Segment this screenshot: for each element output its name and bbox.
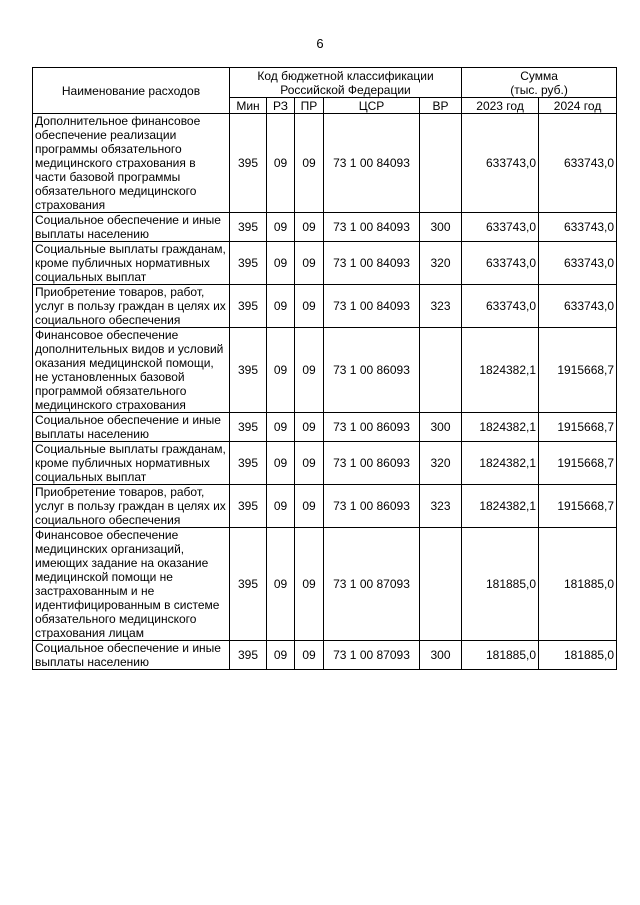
table-row [33, 242, 617, 285]
row-vr: 300 [420, 413, 462, 442]
row-csr: 73 1 00 86093 [324, 442, 420, 485]
row-vr: 320 [420, 442, 462, 485]
row-2024: 1915668,7 [539, 442, 617, 485]
row-vr: 320 [420, 242, 462, 285]
row-rz: 09 [267, 485, 295, 528]
row-name: Социальные выплаты гражданам, кроме публичных нормативных социальных выплат [33, 242, 230, 285]
row-min: 395 [230, 641, 267, 670]
row-2023: 633743,0 [462, 285, 539, 328]
header-min: Мин [230, 98, 267, 114]
row-csr: 73 1 00 84093 [324, 114, 420, 213]
row-pr: 09 [295, 528, 324, 641]
row-2024: 633743,0 [539, 242, 617, 285]
row-2023: 1824382,1 [462, 328, 539, 413]
table-row [33, 285, 617, 328]
header-2023: 2023 год [462, 98, 539, 114]
row-name: Финансовое обеспечение медицинских организаций, имеющих задание на оказание медицинской помощи не застрахованным и не идентифицированным в системе обязательного медицинского страхования лицам [33, 528, 230, 641]
table-row [33, 528, 617, 641]
table-row [33, 442, 617, 485]
header-csr: ЦСР [324, 98, 420, 114]
header-pr: ПР [295, 98, 324, 114]
row-min: 395 [230, 328, 267, 413]
row-min: 395 [230, 442, 267, 485]
row-pr: 09 [295, 114, 324, 213]
row-2024: 181885,0 [539, 528, 617, 641]
table-row [33, 485, 617, 528]
row-2024: 633743,0 [539, 285, 617, 328]
row-name: Социальное обеспечение и иные выплаты населению [33, 213, 230, 242]
row-2024: 1915668,7 [539, 485, 617, 528]
row-csr: 73 1 00 84093 [324, 213, 420, 242]
row-pr: 09 [295, 328, 324, 413]
table-row [33, 641, 617, 670]
row-min: 395 [230, 485, 267, 528]
row-pr: 09 [295, 242, 324, 285]
header-vr: ВР [420, 98, 462, 114]
row-csr: 73 1 00 84093 [324, 242, 420, 285]
row-rz: 09 [267, 114, 295, 213]
row-csr: 73 1 00 86093 [324, 413, 420, 442]
row-rz: 09 [267, 442, 295, 485]
row-2023: 633743,0 [462, 242, 539, 285]
table-row [33, 328, 617, 413]
row-csr: 73 1 00 86093 [324, 485, 420, 528]
header-kbk: Код бюджетной классификации Российской Федерации [230, 68, 462, 98]
row-csr: 73 1 00 87093 [324, 641, 420, 670]
row-pr: 09 [295, 213, 324, 242]
header-sum-unit: (тыс. руб.) [510, 82, 568, 97]
row-vr [420, 328, 462, 413]
header-name: Наименование расходов [33, 68, 230, 114]
row-2023: 1824382,1 [462, 485, 539, 528]
row-min: 395 [230, 114, 267, 213]
header-rz: РЗ [267, 98, 295, 114]
row-vr: 323 [420, 485, 462, 528]
row-name: Приобретение товаров, работ, услуг в пользу граждан в целях их социального обеспечения [33, 485, 230, 528]
row-min: 395 [230, 528, 267, 641]
row-csr: 73 1 00 84093 [324, 285, 420, 328]
row-2023: 181885,0 [462, 528, 539, 641]
row-name: Дополнительное финансовое обеспечение реализации программы обязательного медицинского страхования в части базовой программы обязательного медицинского страхования [33, 114, 230, 213]
table-row [33, 213, 617, 242]
row-2024: 1915668,7 [539, 328, 617, 413]
row-name: Социальное обеспечение и иные выплаты населению [33, 641, 230, 670]
row-rz: 09 [267, 528, 295, 641]
row-min: 395 [230, 213, 267, 242]
row-csr: 73 1 00 86093 [324, 328, 420, 413]
table-row [33, 413, 617, 442]
row-pr: 09 [295, 413, 324, 442]
row-name: Финансовое обеспечение дополнительных видов и условий оказания медицинской помощи, не установленных базовой программой обязательного медицинского страхования [33, 328, 230, 413]
row-2023: 1824382,1 [462, 413, 539, 442]
page-number: 6 [316, 36, 324, 51]
row-2023: 633743,0 [462, 213, 539, 242]
row-rz: 09 [267, 413, 295, 442]
row-2024: 1915668,7 [539, 413, 617, 442]
table-row [33, 114, 617, 213]
row-2024: 633743,0 [539, 114, 617, 213]
row-name: Социальное обеспечение и иные выплаты населению [33, 413, 230, 442]
row-vr [420, 528, 462, 641]
header-sum-title: Сумма [520, 68, 558, 83]
row-pr: 09 [295, 442, 324, 485]
row-rz: 09 [267, 285, 295, 328]
row-name: Приобретение товаров, работ, услуг в пользу граждан в целях их социального обеспечения [33, 285, 230, 328]
row-min: 395 [230, 413, 267, 442]
row-2023: 1824382,1 [462, 442, 539, 485]
row-vr: 323 [420, 285, 462, 328]
row-vr: 300 [420, 641, 462, 670]
row-vr [420, 114, 462, 213]
row-2023: 633743,0 [462, 114, 539, 213]
row-rz: 09 [267, 641, 295, 670]
row-rz: 09 [267, 328, 295, 413]
row-csr: 73 1 00 87093 [324, 528, 420, 641]
row-min: 395 [230, 242, 267, 285]
row-rz: 09 [267, 213, 295, 242]
header-2024: 2024 год [539, 98, 617, 114]
row-name: Социальные выплаты гражданам, кроме публичных нормативных социальных выплат [33, 442, 230, 485]
row-pr: 09 [295, 285, 324, 328]
row-min: 395 [230, 285, 267, 328]
row-pr: 09 [295, 641, 324, 670]
row-2024: 633743,0 [539, 213, 617, 242]
row-2024: 181885,0 [539, 641, 617, 670]
row-pr: 09 [295, 485, 324, 528]
row-2023: 181885,0 [462, 641, 539, 670]
row-rz: 09 [267, 242, 295, 285]
budget-table [32, 67, 617, 670]
header-sum [462, 68, 617, 98]
row-vr: 300 [420, 213, 462, 242]
